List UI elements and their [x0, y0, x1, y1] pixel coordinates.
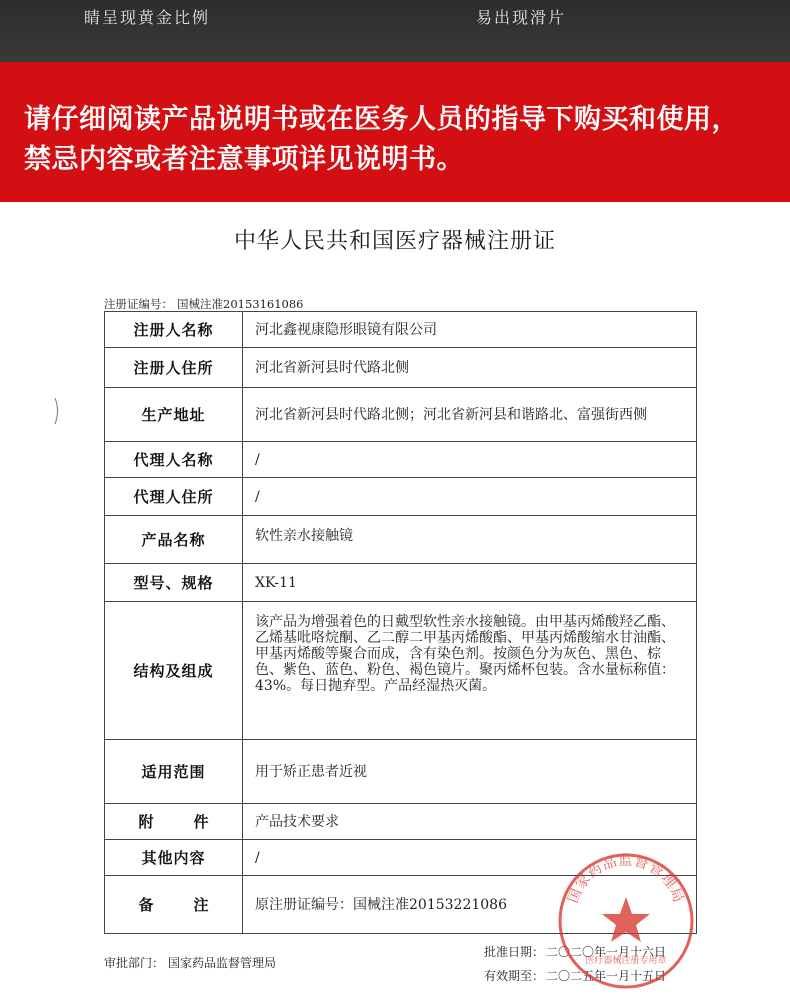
row-value: 河北省新河县时代路北侧；河北省新河县和谐路北、富强街西侧 [243, 388, 697, 442]
row-label: 生产地址 [105, 388, 243, 442]
row-label: 适用范围 [105, 740, 243, 804]
row-value: / [243, 478, 697, 516]
row-value: 用于矫正患者近视 [243, 740, 697, 804]
certificate-title: 中华人民共和国医疗器械注册证 [233, 229, 556, 254]
table-row [105, 388, 697, 442]
registration-number [104, 296, 307, 312]
approval-date-value: 二〇二〇年一月十六日 [546, 945, 667, 959]
official-seal-stamp [556, 851, 696, 991]
row-value: 河北鑫视康隐形眼镜有限公司 [243, 312, 697, 348]
top-image-strip [0, 0, 790, 62]
margin-mark [52, 396, 62, 426]
table-row [105, 312, 697, 348]
row-label: 备注 [105, 876, 243, 934]
row-label: 注册人名称 [105, 312, 243, 348]
row-label: 其他内容 [105, 840, 243, 876]
certificate-table [104, 311, 697, 934]
row-value: 软性亲水接触镜 [243, 516, 697, 564]
left-caption: 睛呈现黄金比例 [84, 8, 211, 27]
row-label: 产品名称 [105, 516, 243, 564]
row-label: 注册人住所 [105, 348, 243, 388]
seal-sub-text: 医疗器械注册专用章 [585, 956, 667, 966]
row-value: XK-11 [243, 564, 697, 602]
warning-line-2: 禁忌内容或者注意事项详见说明书。 [24, 144, 464, 175]
table-row [105, 740, 697, 804]
approver-label: 审批部门： [104, 956, 165, 970]
table-row [105, 564, 697, 602]
table-row [105, 442, 697, 478]
seal-arc-text: 国家药品监督管理局 [565, 853, 687, 906]
row-label: 结构及组成 [105, 602, 243, 740]
warning-banner [0, 62, 790, 202]
table-row [105, 478, 697, 516]
approval-date-label: 批准日期： [484, 945, 545, 959]
table-row [105, 804, 697, 840]
registration-number-label: 注册证编号： [104, 297, 173, 311]
row-value: 河北省新河县时代路北侧 [243, 348, 697, 388]
approver-value: 国家药品监督管理局 [168, 956, 277, 970]
row-value: / [243, 442, 697, 478]
row-label: 代理人住所 [105, 478, 243, 516]
registration-number-value: 国械注准20153161086 [177, 297, 304, 311]
expiry-date-label: 有效期至： [484, 969, 545, 983]
row-value: 产品技术要求 [243, 804, 697, 840]
table-row [105, 348, 697, 388]
warning-line-1: 请仔细阅读产品说明书或在医务人员的指导下购买和使用， [24, 104, 739, 135]
row-label: 代理人名称 [105, 442, 243, 478]
row-value: / [243, 840, 697, 876]
row-label: 型号、规格 [105, 564, 243, 602]
row-label: 附件 [105, 804, 243, 840]
table-row [105, 602, 697, 740]
row-value: 该产品为增强着色的日戴型软性亲水接触镜。由甲基丙烯酸羟乙酯、乙烯基吡咯烷酮、乙二醇二甲基丙烯酸酯、甲基丙烯酸缩水甘油酯、甲基丙烯酸等聚合而成，含有染色剂。按颜色分为灰色、黑色、棕色、紫色、蓝色、粉色、褐色镜片。聚丙烯杯包装。含水量标称值：43%。每日抛弃型。产品经湿热灭菌。 [243, 602, 697, 740]
table-row [105, 516, 697, 564]
expiry-date-value: 二〇二五年一月十五日 [546, 969, 667, 983]
row-value: 原注册证编号：国械注准20153221086 [243, 876, 697, 934]
right-caption: 易出现滑片 [476, 8, 567, 27]
approving-authority [104, 954, 280, 971]
